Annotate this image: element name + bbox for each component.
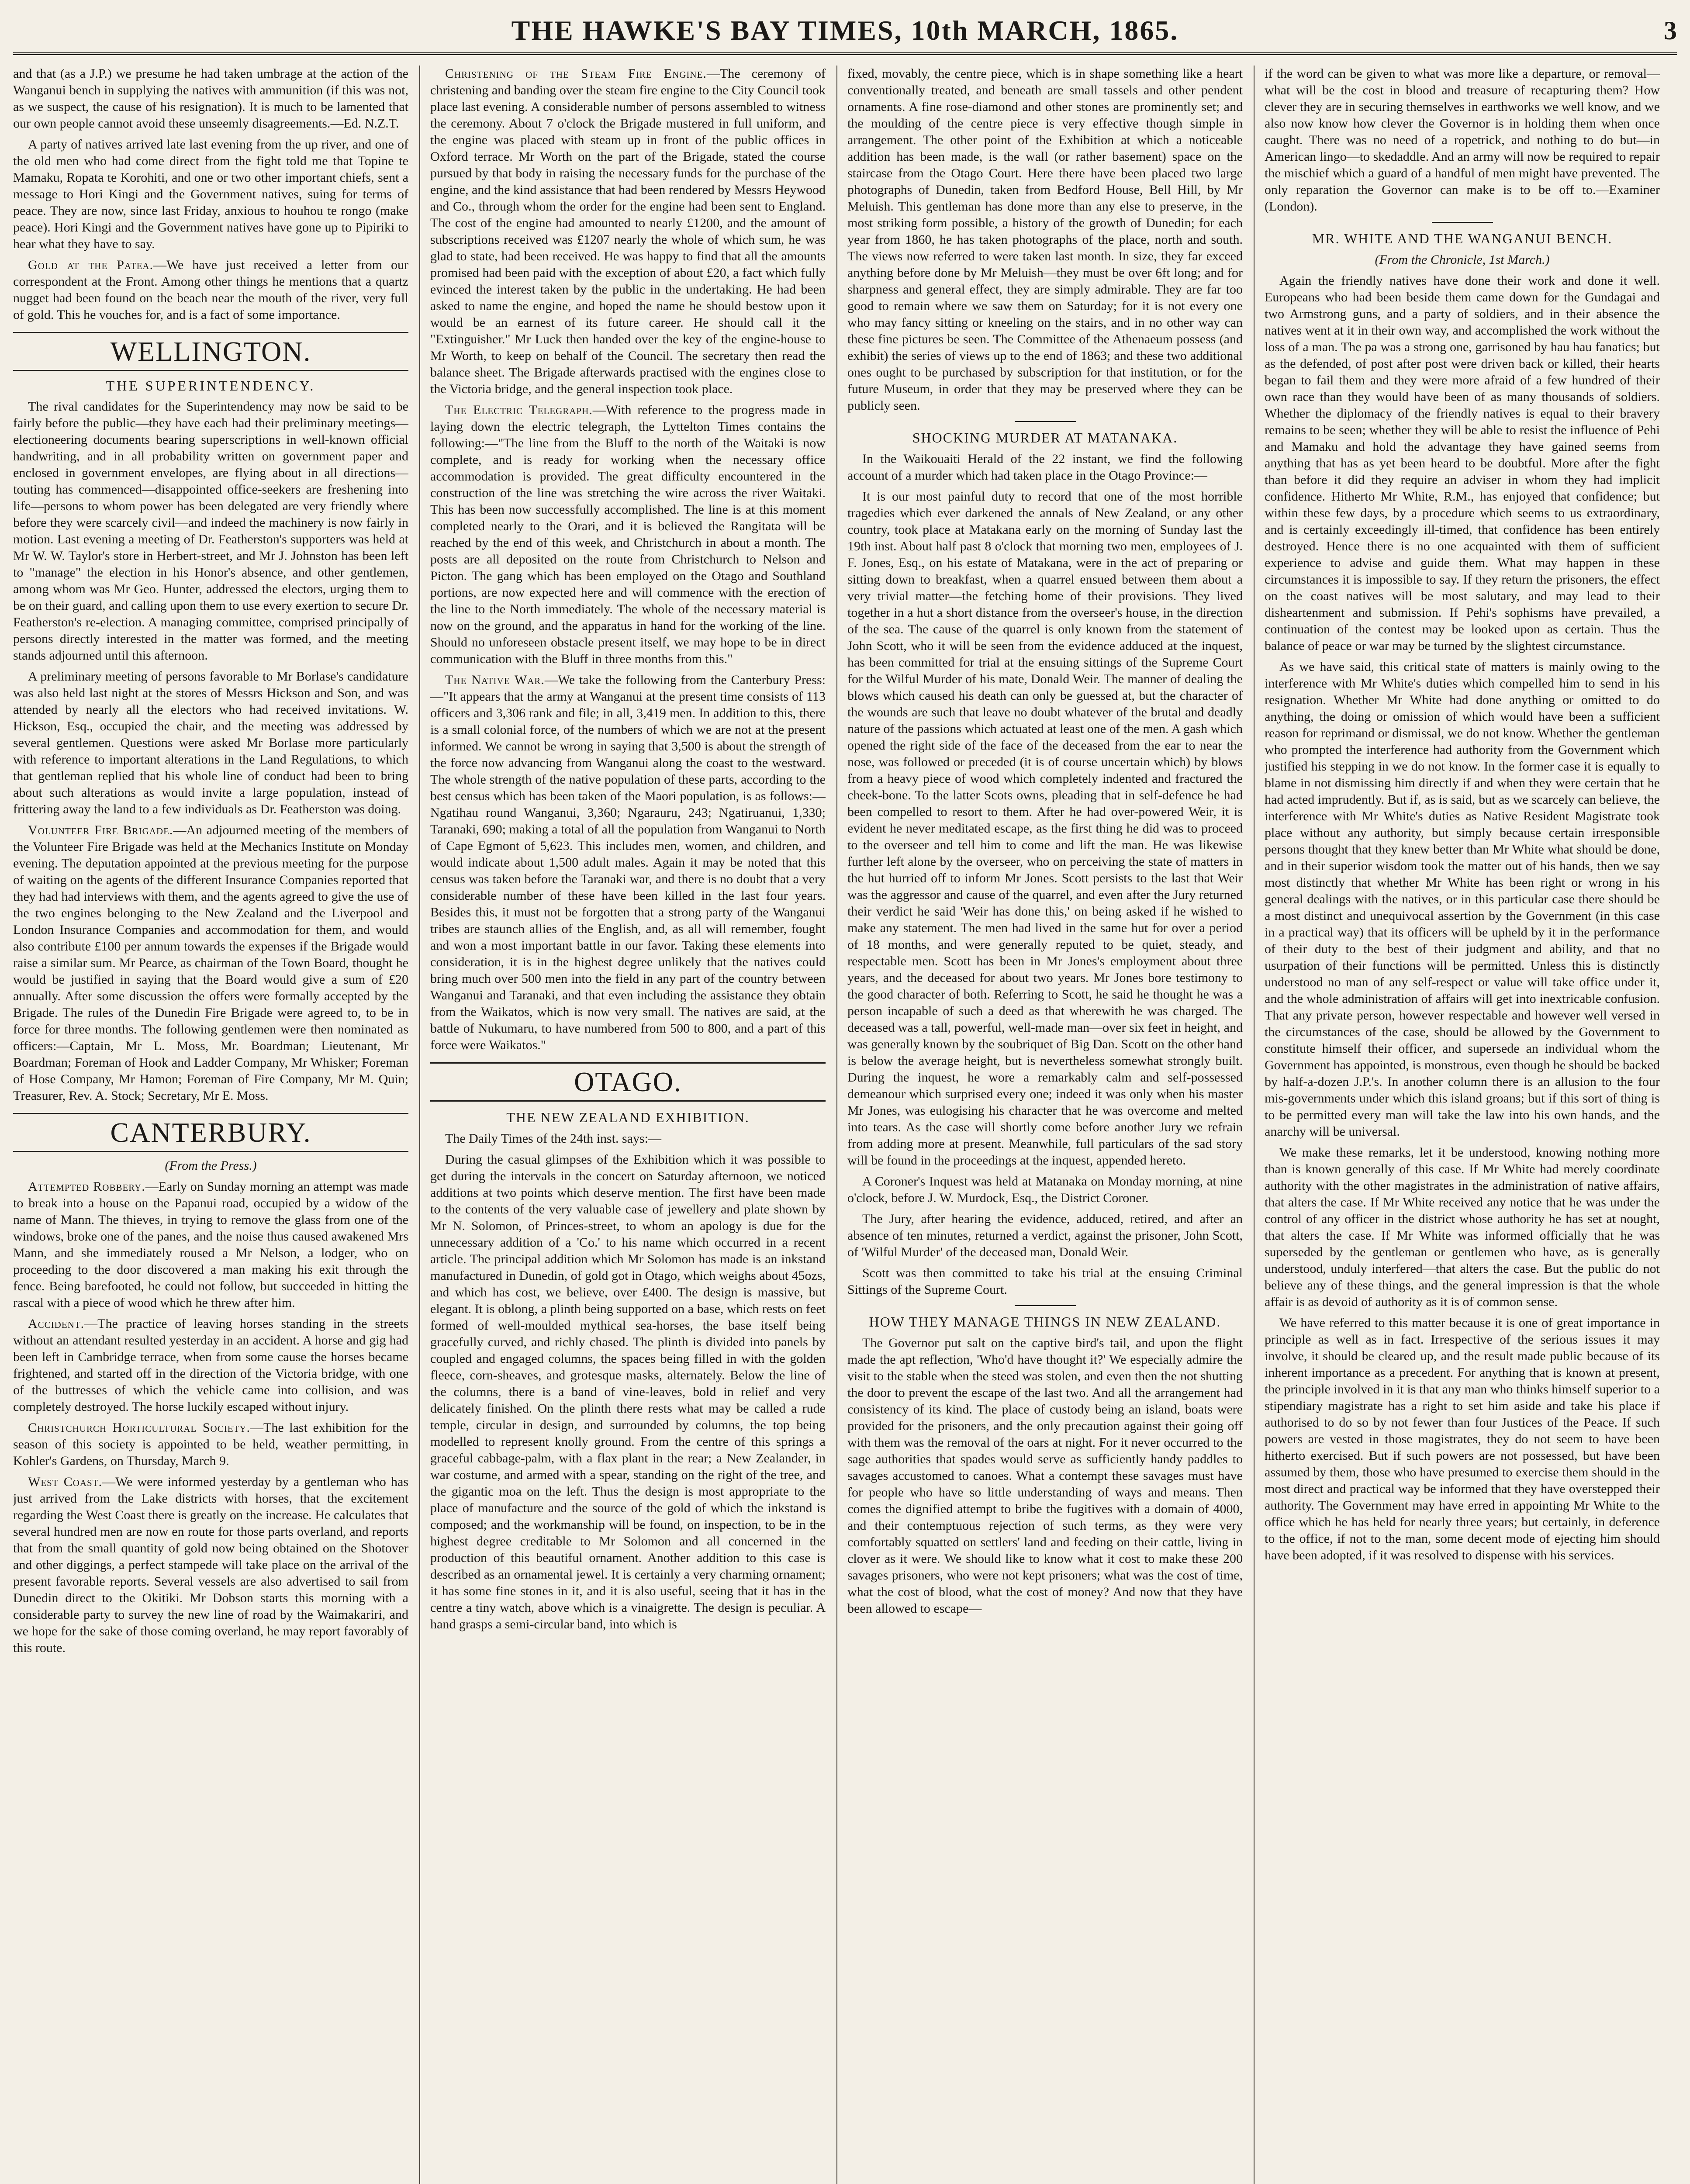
article-heading: THE SUPERINTENDENCY. — [106, 378, 316, 394]
article-paragraph: if the word can be given to what was more like a departure, or removal—what will be the cost in blood and treasure of recapturing them? How clever they are in securing themselves in earthworks we well know, and we also now know how clever the Governor is in holding them when once caught. There was no need of a ropetrick, and nothing to do but—in American lingo—to skedaddle. And an army will now be required to repair the mischief which a guard of a handful of men might have prevented. The only reparation the Governor can make is to be off to.—Examiner (London). — [1265, 66, 1660, 214]
divider — [1015, 1305, 1076, 1306]
article-paragraph: During the casual glimpses of the Exhibition which it was possible to get during the intervals in the concert on Saturday afternoon, we noticed additions at two points which deserve mention. The first have been made to the contents of the very valuable case of jewellery and plate shown by Mr N. Solomon, of Princes-street, to whom an apology is due for the unnecessary addition of a 'Co.' to his name which occurred in a recent article. The principal addition which Mr Solomon has made is an inkstand manufactured in Dunedin, of gold got in Otago, which weighs about 45ozs, and which has cost, we believe, over £400. The design is massive, but elegant. It is oblong, a plinth being supported on a base, which rests on feet formed of well-moulded mythical sea-horses, the base itself being gracefully curved, and richly chased. The plinth is divided into panels by coupled and engaged columns, the spaces being filled in with the golden fleece, corn-sheaves, and grotesque masks, alternately. Below the line of the columns, there is a band of vine-leaves, bold in relief and very delicately finished. On the plinth there rests what may be called a rude temple, circular in design, and surrounded by columns, the top being modelled to represent knolly ground. From the centre of this springs a graceful cabbage-palm, with a flax plant in the rear; a New Zealander, in war costume, and armed with a spear, standing on the right of the tree, and the gigantic moa on the left. Thus the design is most appropriate to the place of manufacture and the source of the gold of which the inkstand is composed; and the workmanship will be found, on inspection, to be in the highest degree creditable to Mr Solomon and all concerned in the production of this beautiful ornament. Another addition to this case is described as an ornamental jewel. It is certainly a very charming ornament; it has some fine stones in it, and it is also useful, seeing that it has in the centre a tiny watch, above which is a vinaigrette. The design is peculiar. A hand grasps a semi-circular band, into which is — [430, 1152, 826, 1631]
paragraph-text: —The last exhibition for the season of this society is appointed to be held, weather permitting, in Kohler's Gardens, on Thursday, March 9. — [13, 1420, 408, 1468]
column-rule — [836, 66, 837, 2184]
section-heading-canterbury: CANTERBURY. — [13, 1113, 408, 1152]
article-paragraph: We make these remarks, let it be understood, knowing nothing more than is known generally of this case. If Mr White had merely coordinate authority with the other magistrates in the administration of native affairs, that alters the case. If Mr White received any notice that he was under the control of any officer in the district whose authority he has set at nought, that alters the case. If Mr White was informed officially that he was superseded by the gentleman or gentlemen who have, as is generally understood, unduly interfered—that alters the case. But the public do not believe any of these things, and the general impression is that the whole affair is as devoid of authority as it is of common sense. — [1265, 1145, 1660, 1309]
section-heading-wellington: WELLINGTON. — [13, 332, 408, 371]
newspaper-title: THE HAWKE'S BAY TIMES, 10th MARCH, 1865. — [511, 15, 1179, 46]
article-paragraph: Scott was then committed to take his trial at the ensuing Criminal Sittings of the Supreme Court. — [847, 1266, 1243, 1297]
article-heading: THE NEW ZEALAND EXHIBITION. — [506, 1109, 750, 1125]
paragraph-text: —With reference to the progress made in laying down the electric telegraph, the Lyttelton Times contains the following:—"The line from the Bluff to the north of the Waitaki is now complete, and is ready for working when the necessary office accommodation is provided. The great difficulty encountered in the construction of the line was stretching the wire across the river Waitaki. This has been now successfully accomplished. The line is at this moment completed nearly to the Orari, and it is believed the Rangitata will be reached by the end of this week, and Christchurch in about a month. The posts are all deposited on the route from Christchurch to Nelson and Picton. The gang which has been employed on the Otago and Southland portions, are now expected here and will commence with the erection of the line to the North immediately. The whole of the necessary material is now on the ground, and the apparatus in hand for the working of the line. Should no unforeseen obstacle present itself, we may hope to be in direct communication with the Bluff in three months from this." — [430, 403, 826, 666]
article-paragraph — [430, 672, 826, 1054]
paragraph-title: Volunteer Fire Brigade. — [28, 823, 173, 837]
columns — [13, 66, 1677, 2184]
paragraph-title: Gold at the Patea. — [28, 258, 154, 272]
paragraph-title: The Electric Telegraph. — [445, 403, 593, 417]
article-paragraph — [13, 1474, 408, 1656]
article-paragraph — [13, 822, 408, 1104]
paragraph-text: —We were informed yesterday by a gentleman who has just arrived from the Lake districts with horses, that the excitement regarding the West Coast there is greatly on the increase. He calculates that several hundred men are now en route for those parts overland, and reports that from the small quantity of gold now being obtained on the Shotover and other diggings, a perfect stampede will take place on the arrival of the present favorable reports. Several vessels are also advertised to sail from Dunedin direct to the Okitiki. Mr Dobson starts this morning with a considerable party to survey the new line of road by the Waimakariri, and we hope for the sake of those coming overland, he may report favorably of this route. — [13, 1475, 408, 1655]
section-heading-otago: OTAGO. — [430, 1062, 826, 1102]
source-line: (From the Press.) — [165, 1158, 257, 1173]
article-paragraph: The rival candidates for the Superintendency may now be said to be fairly before the public—they have each had their preliminary meetings—electioneering documents bearing superscriptions in well-known official handwriting, and in all probability written on government paper and enclosed in government envelopes, are flying about in all directions—touting has commenced—disappointed office-seekers are freshening into life—persons to whom power has been delegated are very friendly where before they were scarcely civil—and indeed the machinery is now fairly in motion. Last evening a meeting of Dr. Featherston's supporters was held at Mr W. W. Taylor's store in Herbert-street, and Mr J. Johnston has been left to "manage" the election in his Honor's absence, and other gentlemen, among whom was Mr Geo. Hunter, addressed the electors, urging them to be on their guard, and calling upon them to use every exertion to secure Dr. Featherston's re-election. A managing committee, comprised principally of persons directly interested in the matter was formed, and the meeting stands adjourned until this afternoon. — [13, 399, 408, 663]
article-paragraph — [13, 1178, 408, 1311]
column-2 — [430, 66, 826, 2184]
divider — [1015, 421, 1076, 422]
paragraph-title: The Native War. — [445, 673, 545, 687]
paragraph-title: West Coast. — [28, 1475, 103, 1489]
article-paragraph: As we have said, this critical state of matters is mainly owing to the interference with Mr White's duties which compelled him to send in his resignation. Whether Mr White had done anything or omitted to do anything, the doing or omission of which would have been a sufficient reason for reprimand or dismissal, we do not know. Whether the gentleman who prompted the interference had authority from the Government which justified his stepping in we do not know. In the former case it is equally to blame in not dismissing him directly if and when they were certain that he had acted imprudently. But if, as is said, but as we scarcely can believe, the interference with Mr White's duties as Native Resident Magistrate took place without any authority, but simply because certain irresponsible persons thought that they knew better than Mr White what should be done, and in their superior wisdom took the matter out of his hands, then we say most distinctly that whether Mr White has been right or wrong in his general dealings with the natives, or in this particular case there should be a most distinct and unequivocal assertion by the Government (in this case in a practical way) that its officers will be upheld by it in the performance of their duty to the best of their judgment and ability, and that no usurpation of their functions will be permitted. Unless this is distinctly understood no man of any self-respect or value will take office under it, and the whole administration of affairs will get into inextricable confusion. That any private person, however respectable and however well versed in the circumstances of the case, should be allowed by the Government to constitute himself their officer, and supersede an individual whom the Government has appointed, is monstrous, even though he should be backed by half-a-dozen J.P.'s. In another column there is an allusion to the four mis-governments under which this island groans; but if this sort of thing is to be permitted every man will take the law into his own hands, and the anarchy will be universal. — [1265, 660, 1660, 1139]
article-heading: SHOCKING MURDER AT MATANAKA. — [912, 430, 1178, 446]
article-paragraph: A preliminary meeting of persons favorable to Mr Borlase's candidature was also held last night at the stores of Messrs Hickson and Son, and was attended by nearly all the electors who had received invitations. W. Hickson, Esq., occupied the chair, and the meeting was addressed by several gentlemen. Questions were asked Mr Borlase more particularly with reference to important alterations in the Land Regulations, to which that gentleman replied that his whole line of conduct had been to bring about such alterations as would invite a large population, instead of frittering away the land to a few individuals as Dr. Featherston was doing. — [13, 669, 408, 816]
article-paragraph: A Coroner's Inquest was held at Matanaka on Monday morning, at nine o'clock, before J. W. Murdock, Esq., the District Coroner. — [847, 1174, 1243, 1205]
paragraph-title: Accident. — [28, 1317, 85, 1331]
paragraph-text: —The practice of leaving horses standing in the streets without an attendant resulted yesterday in an accident. A horse and gig had been left in Cambridge terrace, when from some cause the horses became frightened, and started off in the direction of the Victoria bridge, with one of the buttresses of which the vehicle came into collision, and was completely destroyed. The horse luckily escaped without injury. — [13, 1317, 408, 1414]
paragraph-title: Attempted Robbery. — [28, 1179, 145, 1194]
paragraph-text: —We have just received a letter from our correspondent at the Front. Among other things he mentions that a quartz nugget had been found on the beach near the mouth of the river, very full of gold. This he vouches for, and is a fact of some importance. — [13, 258, 408, 322]
paragraph-text: —The ceremony of christening and banding over the steam fire engine to the City Council took place last evening. A considerable number of persons assembled to witness the ceremony. About 7 o'clock the Brigade mustered in full uniform, and the engine was placed with steam up in front of the public offices in Oxford terrace. Mr Worth on the part of the Brigade, stated the course pursued by that body in raising the necessary funds for the purchase of the engine, and the kind assistance that had been rendered by Messrs Heywood and Co., through whom the order for the engine had been sent to England. The cost of the engine had amounted to nearly £1200, and the amount of subscriptions received was £1207 nearly the whole of which sum, he was glad to state, had been received. He was happy to find that all the amounts promised had been paid with the exception of about £20, a fact which fully evinced the interest taken by the public in the undertaking. He had been asked to name the engine, and hoped the name he should bestow upon it would be an earnest of its future career. He should call it the "Extinguisher." Mr Luck then handed over the key of the engine-house to Mr Worth, to keep on behalf of the Council. The secretary then read the balance sheet. The Brigade afterwards practised with the engines close to the Victoria bridge, and the general inspection took place. — [430, 66, 826, 396]
article-paragraph: and that (as a J.P.) we presume he had taken umbrage at the action of the Wanganui bench in supplying the natives with ammunition (if this was not, as we suspect, the cause of his resignation). It is much to be lamented that our own people cannot avoid these unseemly disagreements.—Ed. N.Z.T. — [13, 66, 408, 131]
article-paragraph: We have referred to this matter because it is one of great importance in principle as well as in fact. Irrespective of the serious issues it may involve, it should be cleared up, and the result made public because of its inherent importance as a precedent. For anything that is known at present, the principle involved in it is that any man who thinks himself superior to a stipendiary magistrate has a right to set him aside and take his place if authorised to do so by not fewer than four Justices of the Peace. If such powers are vested in those magistrates, they do not seem to have been hitherto exercised. But if such powers are not possessed, but have been assumed by them, those who have presumed to exercise them should in the most direct and practical way be informed that they have overstepped their authority. The Government may have erred in appointing Mr White to the office which he has held for nearly three years; but certainly, in deference to the office, if not to the man, some decent mode of ejecting him should have been adopted, if it was resolved to dispense with his services. — [1265, 1316, 1660, 1562]
article-paragraph: Again the friendly natives have done their work and done it well. Europeans who had been beside them came down for the Gundagai and two Armstrong guns, and a party of soldiers, and in their absence the natives went at it in their own way, and accomplished the work without the loss of a man. The pa was a strong one, garrisoned by hau hau fanatics; but as the defended, of post after post were driven back or killed, their hearts began to fail them and they were more afraid of a few hundred of their own race than they would have been of as many thousands of soldiers. Whether the diplomacy of the friendly natives is equal to their bravery remains to be seen; whether they will be able to resist the influence of Pehi and Mamaku and hold the advantage they have gained seems from anything that has as yet been heard to be doubtful. More after the fight than before it did they require an adviser in whom they had implicit confidence. Hitherto Mr White, R.M., has enjoyed that confidence; but within these few days, by a procedure which seems to us extraordinary, and is certainly exceedingly ill-timed, that confidence has been entirely destroyed. Hence there is no one acquainted with them of sufficient experience to advise and guide them. What may happen in these circumstances it is impossible to say. If they return the prisoners, the effect on the coast natives will be most salutary, and may lead to their disheartenment and submission. If Pehi's sophisms have prevailed, a continuation of the contest may be looked upon as certain. Thus the balance of peace or war may be turned by the slightest circumstance. — [1265, 273, 1660, 653]
article-paragraph — [13, 1316, 408, 1415]
article-paragraph: It is our most painful duty to record that one of the most horrible tragedies which ever darkened the annals of New Zealand, or any other country, took place at Matakana early on the morning of Sunday last the 19th inst. About half past 8 o'clock that morning two men, employees of J. F. Jones, Esq., on his estate of Matakana, were in the act of preparing or sitting down to breakfast, when a quarrel ensued between them about a very trivial matter—the fetching home of their provisions. They lived together in a hut a short distance from the overseer's house, in the direction of the sea. The cause of the quarrel is only known from the statement of John Scott, who it will be seen from the evidence adduced at the inquest, has been committed for trial at the ensuing sittings of the Supreme Court for the Wilful Murder of his mate, Donald Weir. The manner of dealing the blows which caused his death can only be guessed at, but the character of the wounds are such that leave no doubt whatever of the brutal and deadly nature of the passions which actuated at least one of the men. A gash which opened the right side of the face of the deceased from the ear to near the nose, was followed or preceded (it is of course uncertain which) by blows from a heavy piece of wood which completely indented and fractured the cheek-bone. To the latter Scots owns, pleading that in self-defence he had been compelled to resort to them. After he had over-powered Weir, it is evident he never meditated escape, as the first thing he did was to proceed to the overseer and tell him to come and lift the man. He was likewise further left alone by the overseer, who on perceiving the state of matters in the hut hurried off to inform Mr Jones. Scott persists to the last that Weir was the aggressor and cause of the quarrel, and even after the Jury returned their verdict he said 'Weir has done this,' on being asked if he wished to make any statement. The men had lived in the same hut for over a period of 18 months, and were generally reputed to be quiet, steady, and respectable men. Scott has been in Mr Jones's employment about three years, and the deceased for about two years. Mr Jones bore testimony to the good character of both. Referring to Scott, he said he thought he was a person incapable of such a deed as that wherewith he was charged. The deceased was a tall, powerful, well-made man—over six feet in height, and was generally known by the soubriquet of Big Dan. Scott on the other hand is below the average height, but is nevertheless somewhat strongly built. During the inquest, he wore a remarkably calm and self-possessed demeanour which surprised every one; indeed it was only when his master Mr Jones, was eulogising his character that he was overcome and melted into tears. As the case will shortly come before another Jury we refrain from adding more at present. Meanwhile, full particulars of the sad story will be found in the proceedings at the inquest, appended hereto. — [847, 489, 1243, 1168]
paragraph-text: —We take the following from the Canterbury Press:—"It appears that the army at Wanganui at the present time consists of 113 officers and 3,306 rank and file; in all, 3,419 men. In addition to this, there is a small colonial force, of the numbers of which we are not at the present informed. We cannot be wrong in saying that 3,500 is about the strength of the force now advancing from Wanganui along the coast to the westward. The whole strength of the native population of these parts, according to the best census which has been taken of the Maori population, is as follows:—Ngatihau round Wanganui, 3,360; Ngarauru, 243; Ngatiruanui, 1,330; Taranaki, 690; making a total of all the population from Wanganui to North of Cape Egmont of 5,623. This includes men, women, and children, and would indicate about 1,500 adult males. Again it may be noted that this census was taken before the Taranaki war, and there is no doubt that a very considerable number of these have been killed in the last four years. Besides this, it must not be forgotten that a strong party of the Wanganui tribes are staunch allies of the English, and, as all will remember, fought and won a most important battle in our favor. Taking these elements into consideration, it is in the highest degree unlikely that the natives could bring much over 500 men into the field in any part of the country between Wanganui and Taranaki, and that even including the assistance they obtain from the Waikatos, which is now very small. The natives are said, at the battle of Nukumaru, to have numbered from 500 to 800, and a part of this force were Waikatos." — [430, 673, 826, 1052]
article-paragraph — [13, 1420, 408, 1469]
masthead — [13, 9, 1677, 55]
article-paragraph — [430, 66, 826, 397]
article-paragraph: fixed, movably, the centre piece, which is in shape something like a heart conventionally treated, and beneath are small tassels and other pendent ornaments. A fine rose-diamond and other stones are prominently set; and the moulding of the centre piece is very effective though simple in arrangement. The other point of the Exhibition at which a noticeable addition has been made, is the wall (or rather basement) space on the staircase from the Otago Court. Here there have been placed two large photographs of Dunedin, taken from Bedford House, Bell Hill, by Mr Meluish. This gentleman has done more than any else to preserve, in the most striking form possible, a history of the growth of Dunedin; for each year from 1860, he has taken photographs of the place, north and south. The views now referred to were taken last month. In size, they far exceed anything before done by Mr Meluish—they must be over 6ft long; and for sharpness and general effect, they are simply admirable. They are far too good to remain where we saw them on Saturday; for it is not every one who may fancy sitting or kneeling on the stairs, and in no other way can these fine pictures be seen. The Committee of the Athenaeum possess (and exhibit) the series of views up to the end of 1863; and these two additional ones ought to be purchased by subscription for that institution, or for the future Museum, in order that they may be preserved where they can be publicly seen. — [847, 66, 1243, 413]
article-paragraph: The Jury, after hearing the evidence, adduced, retired, and after an absence of ten minutes, returned a verdict, against the prisoner, John Scott, of 'Wilful Murder' of the deceased man, Donald Weir. — [847, 1212, 1243, 1259]
paragraph-title: Christening of the Steam Fire Engine. — [445, 66, 707, 81]
column-3 — [847, 66, 1243, 2184]
paragraph-text: —An adjourned meeting of the members of the Volunteer Fire Brigade was held at the Mechanics Institute on Monday evening. The deputation appointed at the previous meeting for the purpose of waiting on the agents of the different Insurance Companies reported that they had had interviews with them, and the agents agreed to give the use of the two engines belonging to the New Zealand and the Liverpool and London Insurance Companies and accommodation for them, and would also contribute £100 per annum towards the expenses if the Brigade would raise a similar sum. Mr Pearce, as chairman of the Town Board, thought he would be justified in saying that the Board would give a sum of £20 annually. After some discussion the offers were formally accepted by the Brigade. The rules of the Dunedin Fire Brigade were agreed to, to be in force for three months. The following gentlemen were then nominated as officers:—Captain, Mr L. Moss, Mr. Boardman; Lieutenant, Mr Boardman; Foreman of Hook and Ladder Company, Mr Whisker; Foreman of Hose Company, Mr Hamon; Foreman of Fire Company, Mr M. Quin; Treasurer, Rev. A. Stock; Secretary, Mr E. Moss. — [13, 823, 408, 1103]
column-4 — [1265, 66, 1660, 2184]
paragraph-text: —Early on Sunday morning an attempt was made to break into a house on the Papanui road, occupied by a widow of the name of Mann. The thieves, in trying to remove the glass from one of the windows, broke one of the panes, and the noise thus caused awakened Mrs Mann, and she immediately roused a Mr Nelson, a lodger, who on proceeding to the door discovered a man making his exit through the fence. Being barefooted, he could not follow, but succeeded in hitting the rascal with a piece of wood which he threw after him. — [13, 1179, 408, 1310]
article-paragraph: The Governor put salt on the captive bird's tail, and upon the flight made the apt reflection, 'Who'd have thought it?' We especially admire the visit to the stable when the steed was stolen, and even then the not shutting the door to prevent the escape of the last two. And all the arrangement had consistency of its kind. The place of custody being an island, boats were provided for the prisoners, and the only precaution against their going off with them was the removal of the oars at night. For it never occurred to the sage authorities that spades would serve as sufficiently handy paddles to savages accustomed to canoes. What a contempt these savages must have for people who have so little understanding of ways and means. Then comes the dignified attempt to bribe the fugitives with a domain of 4000, and their contemptuous rejection of such terms, as they were very comfortably squatted on settlers' land and feeding on their cattle, living in clover as it were. We should like to know what it cost to make these 200 savages prisoners, who were not kept prisoners; what was the cost of time, what the cost of blood, what the cost of money? And now that they have been allowed to escape— — [847, 1336, 1243, 1616]
article-paragraph — [13, 257, 408, 323]
article-paragraph: The Daily Times of the 24th inst. says:— — [445, 1131, 661, 1146]
newspaper-page — [13, 9, 1677, 2184]
article-heading: MR. WHITE AND THE WANGANUI BENCH. — [1312, 231, 1613, 246]
article-heading: HOW THEY MANAGE THINGS IN NEW ZEALAND. — [869, 1314, 1221, 1330]
source-line: (From the Chronicle, 1st March.) — [1375, 252, 1550, 267]
column-rule — [419, 66, 420, 2184]
column-rule — [1254, 66, 1255, 2184]
column-1 — [13, 66, 408, 2184]
article-paragraph: A party of natives arrived late last evening from the up river, and one of the old men who had come direct from the fight told me that Topine te Mamaku, Ropata te Korohiti, and one or two other important chiefs, sent a message to Hori Kingi and the Government natives, suing for terms of peace. They are now, since last Friday, anxious to houhou te rongo (make peace). Hori Kingi and the Government natives have gone up to Pipiriki to hear what they have to say. — [13, 137, 408, 251]
page-number: 3 — [1664, 16, 1677, 45]
divider — [1432, 222, 1493, 223]
article-paragraph: In the Waikouaiti Herald of the 22 instant, we find the following account of a murder which had taken place in the Otago Province:— — [847, 452, 1243, 483]
paragraph-title: Christchurch Horticultural Society. — [28, 1420, 251, 1435]
article-paragraph — [430, 402, 826, 667]
